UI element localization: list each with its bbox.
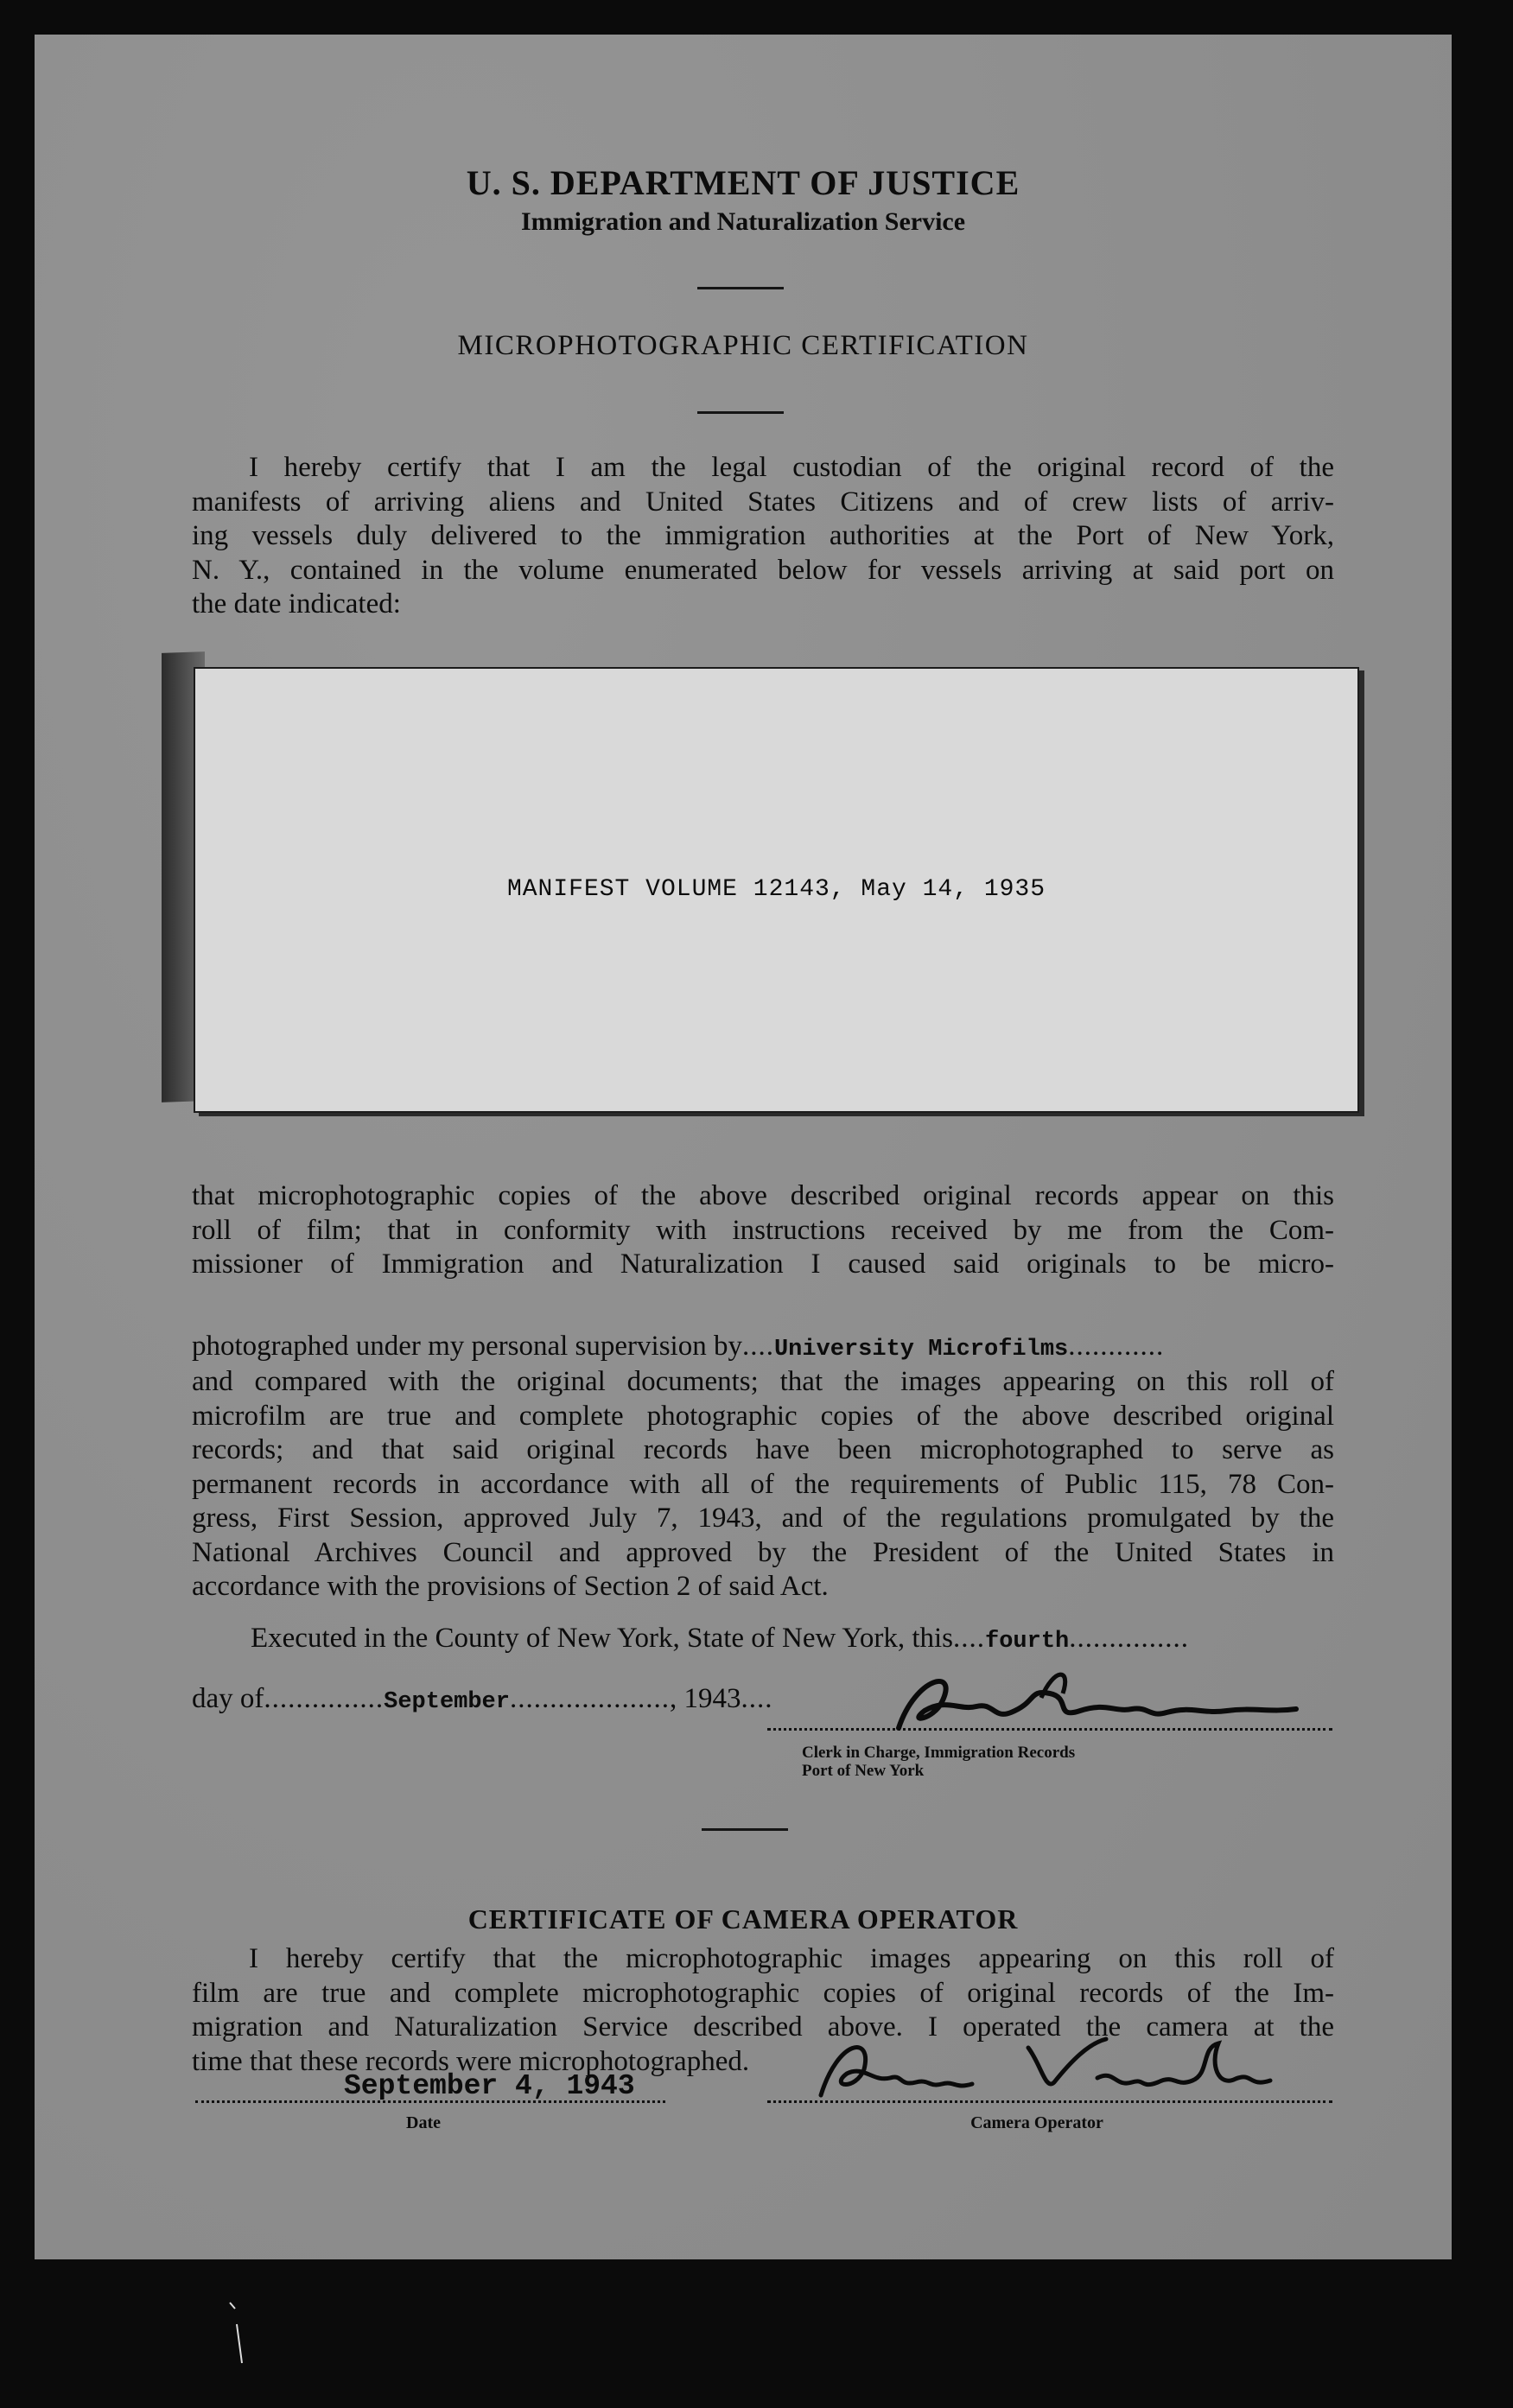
supervision-prefix: photographed under my personal supervision by (192, 1331, 742, 1362)
camera-operator-label: Camera Operator (970, 2113, 1103, 2132)
operator-line: migration and Naturalization Service described above. I operated the camera at the (192, 2011, 1334, 2043)
body-line: roll of film; that in conformity with instructions received by me from the Com- (192, 1214, 1334, 1246)
document-title: MICROPHOTOGRAPHIC CERTIFICATION (457, 330, 1029, 361)
operator-date: September 4, 1943 (344, 2070, 635, 2102)
body-line: accordance with the provisions of Section 2 of said Act. (192, 1571, 829, 1602)
operator-section-title: CERTIFICATE OF CAMERA OPERATOR (467, 1903, 1019, 1935)
day-of-line: day of...............September...................., 1943.... (192, 1683, 773, 1715)
body-line: gress, First Session, approved July 7, 1943, and of the regulations promulgated by the (192, 1503, 1334, 1534)
microfilmer-name: University Microfilms (773, 1337, 1069, 1363)
intro-line: I hereby certify that I am the legal custodian of the original record of the (249, 452, 1334, 483)
intro-line: the date indicated: (192, 588, 401, 619)
execution-line: Executed in the County of New York, State of New York, this....fourth............... (251, 1623, 1189, 1655)
manifest-volume-text: MANIFEST VOLUME 12143, May 14, 1935 (506, 876, 1046, 903)
body-line: that microphotographic copies of the above described original records appear on this (192, 1180, 1334, 1211)
clerk-title-line: Clerk in Charge, Immigration Records (802, 1744, 1076, 1762)
body-line: and compared with the original documents; that the images appearing on this roll of (192, 1366, 1334, 1397)
body-line: missioner of Immigration and Naturalization I caused said originals to be micro- (192, 1248, 1334, 1280)
body-line: records; and that said original records have been microphotographed to serve as (192, 1434, 1334, 1465)
body-line: permanent records in accordance with all of the requirements of Public 115, 78 Con- (192, 1468, 1334, 1500)
execution-month: September (384, 1689, 510, 1715)
operator-line: film are true and complete microphotographic copies of original records of the Im- (192, 1977, 1334, 2009)
title-divider (697, 411, 784, 414)
date-label: Date (406, 2113, 441, 2132)
execution-day: fourth (985, 1629, 1070, 1655)
heading-divider (697, 287, 784, 289)
clerk-signature (864, 1659, 1331, 1745)
certificate-sheet (35, 35, 1452, 2259)
body-paragraph-continued (192, 1365, 1334, 1604)
clerk-title (802, 1744, 1075, 1780)
clerk-title-line: Port of New York (802, 1762, 925, 1780)
operator-line: time that these records were microphotographed. (192, 2045, 750, 2077)
execution-prefix: Executed in the County of New York, State of New York, this (251, 1623, 954, 1654)
body-paragraph (192, 1179, 1334, 1282)
operator-line: I hereby certify that the microphotographic images appearing on this roll of (249, 1943, 1334, 1974)
section-divider (702, 1828, 788, 1831)
execution-year: , 1943 (669, 1683, 741, 1714)
supervision-line: photographed under my personal supervision by....University Microfilms............ (192, 1331, 1165, 1363)
film-scratch (223, 2298, 249, 2367)
service-subheading: Immigration and Naturalization Service (520, 207, 966, 236)
intro-line: N. Y., contained in the volume enumerated below for vessels arriving at said port on (192, 554, 1334, 586)
agency-heading: U. S. DEPARTMENT OF JUSTICE (466, 163, 1020, 202)
intro-paragraph (192, 451, 1334, 622)
intro-line: ing vessels duly delivered to the immigration authorities at the Port of New York, (192, 520, 1334, 551)
operator-signature (812, 2030, 1296, 2108)
day-of-label: day of (192, 1683, 264, 1714)
intro-line: manifests of arriving aliens and United States Citizens and of crew lists of arriv- (192, 486, 1334, 518)
body-line: National Archives Council and approved by the President of the United States in (192, 1536, 1334, 1568)
body-line: microfilm are true and complete photographic copies of the above described original (192, 1400, 1334, 1432)
manifest-slip (194, 667, 1359, 1113)
